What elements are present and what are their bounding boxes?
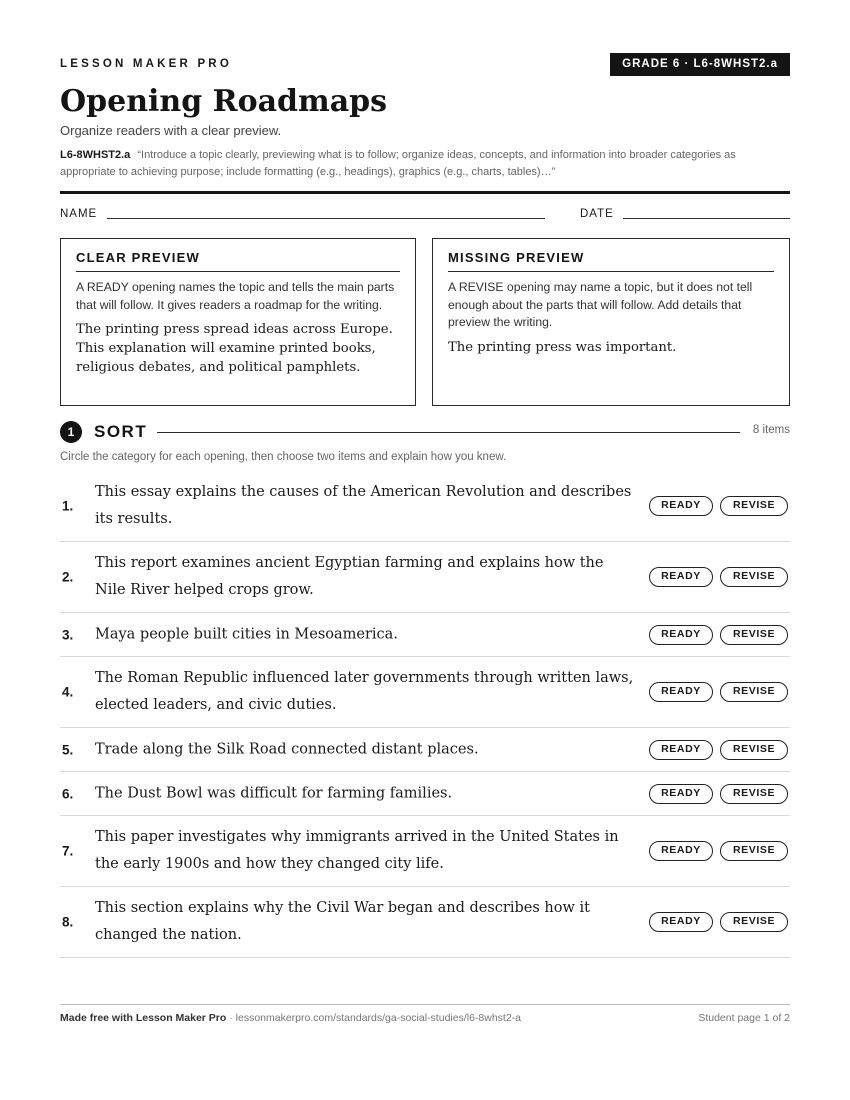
ready-chip[interactable]: READY	[649, 841, 713, 861]
sort-section-header	[60, 421, 790, 443]
standard-code: L6-8WHST2.a	[60, 149, 131, 161]
list-item	[60, 471, 790, 542]
ready-chip[interactable]: READY	[649, 567, 713, 587]
item-number: 3.	[62, 627, 74, 642]
page-title: Opening Roadmaps	[60, 84, 388, 119]
standard-text: “Introduce a topic clearly, previewing what is to follow; organize ideas, concepts, and information into broader categories as appropriate to achieving purpose; include formatting (e.g., headings), graphics (e.g., charts, tables)…”	[60, 149, 736, 178]
item-number: 8.	[62, 914, 74, 930]
revise-chip[interactable]: REVISE	[720, 682, 788, 702]
revise-chip[interactable]: REVISE	[720, 625, 788, 645]
ready-chip[interactable]: READY	[649, 740, 713, 760]
revise-chip[interactable]: REVISE	[720, 740, 788, 760]
student-info-row	[60, 206, 790, 222]
card-description: A READY opening names the topic and tells the main parts that will follow. It gives readers a roadmap for the writing.	[76, 280, 395, 312]
ready-chip[interactable]: READY	[649, 625, 713, 645]
category-choices	[649, 567, 788, 587]
ready-chip[interactable]: READY	[649, 682, 713, 702]
list-item	[60, 657, 790, 728]
list-item	[60, 728, 790, 772]
worksheet-page	[60, 0, 790, 1100]
revise-chip[interactable]: REVISE	[720, 784, 788, 804]
item-number: 7.	[62, 843, 74, 859]
list-item	[60, 542, 790, 613]
name-label: NAME	[60, 208, 98, 220]
page-subtitle: Organize readers with a clear preview.	[60, 123, 282, 138]
missing-preview-card	[432, 238, 790, 406]
item-number: 1.	[62, 498, 74, 514]
sort-instructions: Circle the category for each opening, then choose two items and explain how you knew.	[60, 451, 507, 463]
card-title: CLEAR PREVIEW	[76, 250, 400, 272]
revise-chip[interactable]: REVISE	[720, 496, 788, 516]
card-example: The printing press spread ideas across Europe. This explanation will examine printed books, religious debates, and political pamphlets.	[76, 322, 393, 375]
card-title: MISSING PREVIEW	[448, 250, 774, 272]
item-text: This essay explains the causes of the American Revolution and describes its results.	[95, 484, 632, 527]
category-choices	[649, 784, 788, 804]
clear-preview-card	[60, 238, 416, 406]
footer-credit	[60, 1012, 521, 1024]
item-number: 6.	[62, 786, 74, 801]
revise-chip[interactable]: REVISE	[720, 841, 788, 861]
revise-chip[interactable]: REVISE	[720, 912, 788, 932]
item-text: The Roman Republic influenced later governments through written laws, elected leaders, and civic duties.	[95, 670, 634, 713]
footer-url: · lessonmakerpro.com/standards/ga-social-studies/l6-8whst2-a	[226, 1012, 522, 1024]
ready-chip[interactable]: READY	[649, 496, 713, 516]
card-description: A REVISE opening may name a topic, but it does not tell enough about the parts that will follow. Add details that preview the writing.	[448, 280, 753, 329]
item-count: 8 items	[752, 424, 790, 436]
category-choices	[649, 625, 788, 645]
header-divider	[60, 191, 790, 194]
category-choices	[649, 841, 788, 861]
category-choices	[649, 740, 788, 760]
item-text: Trade along the Silk Road connected distant places.	[95, 741, 479, 757]
revise-chip[interactable]: REVISE	[720, 567, 788, 587]
standard-statement	[60, 147, 790, 181]
section-divider	[157, 432, 740, 433]
list-item	[60, 772, 790, 816]
item-number: 4.	[62, 684, 74, 700]
item-number: 2.	[62, 569, 74, 585]
sort-item-list	[60, 471, 790, 958]
step-number-badge: 1	[60, 421, 82, 443]
grade-badge: GRADE 6 · L6-8WHST2.a	[610, 53, 790, 76]
date-label: DATE	[580, 208, 614, 220]
section-title: SORT	[94, 422, 148, 441]
footer-divider	[60, 1004, 790, 1005]
item-text: Maya people built cities in Mesoamerica.	[95, 626, 398, 642]
list-item	[60, 816, 790, 887]
category-choices	[649, 912, 788, 932]
item-text: This report examines ancient Egyptian farming and explains how the Nile River helped crops grow.	[95, 555, 604, 598]
list-item	[60, 887, 790, 958]
item-text: This paper investigates why immigrants arrived in the United States in the early 1900s and how they changed city life.	[95, 829, 619, 872]
category-choices	[649, 496, 788, 516]
card-example: The printing press was important.	[448, 339, 677, 355]
date-field[interactable]	[623, 218, 790, 219]
footer-made-with: Made free with Lesson Maker Pro	[60, 1012, 227, 1024]
category-choices	[649, 682, 788, 702]
brand-name: LESSON MAKER PRO	[60, 58, 232, 70]
name-field[interactable]	[107, 218, 545, 219]
list-item	[60, 613, 790, 657]
ready-chip[interactable]: READY	[649, 784, 713, 804]
ready-chip[interactable]: READY	[649, 912, 713, 932]
footer-page-number: Student page 1 of 2	[698, 1012, 790, 1024]
item-text: The Dust Bowl was difficult for farming families.	[95, 785, 453, 801]
item-text: This section explains why the Civil War began and describes how it changed the nation.	[95, 900, 590, 943]
item-number: 5.	[62, 742, 74, 757]
